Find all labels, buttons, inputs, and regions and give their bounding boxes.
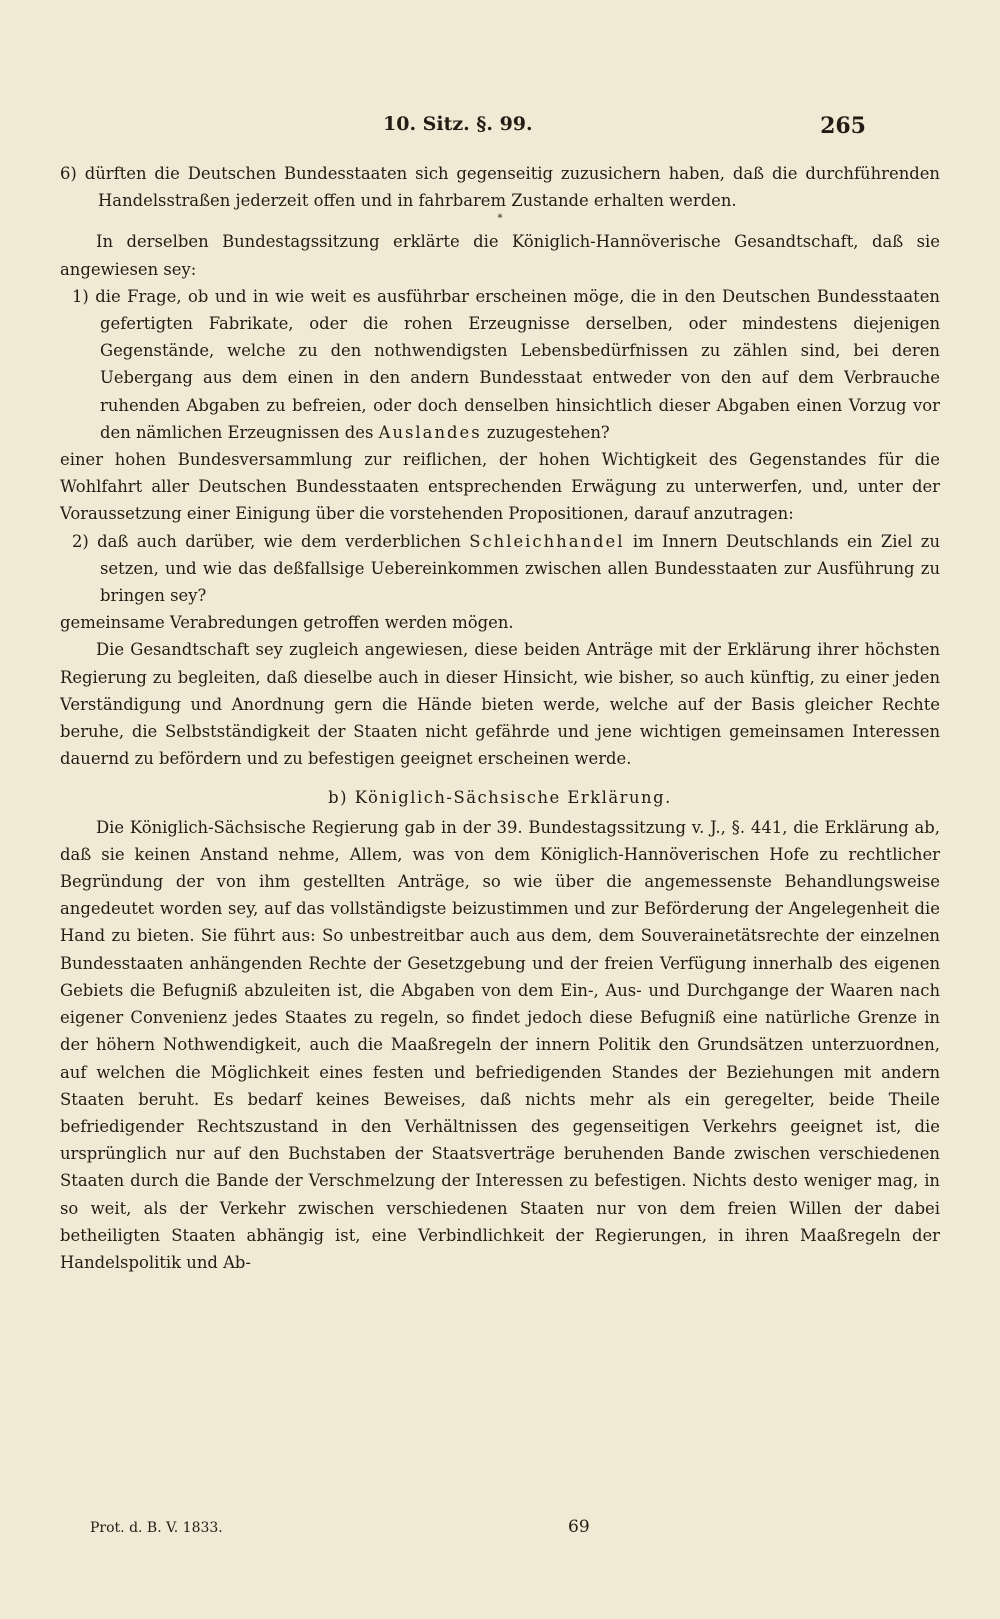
item-1-emphasis: Auslandes xyxy=(378,422,482,442)
paragraph-item-2 xyxy=(72,528,940,610)
paragraph-continuation-1: einer hohen Bundesversammlung zur reiflichen, der hohen Wichtigkeit des Gegenstandes für die Wohlfahrt aller Deutschen Bundesstaaten entsprechenden Erwägung zu unterwerfen, und, unter der Voraussetzung einer Einigung über die vorstehenden Propositionen, darauf anzutragen: xyxy=(60,450,940,524)
page-header xyxy=(0,113,1000,143)
paragraph-intro: In derselben Bundestagssitzung erklärte die Königlich-Hannöverische Gesandtschaft, daß sie angewiesen sey: xyxy=(60,232,940,279)
footer-reference: Prot. d. B. V. 1833. xyxy=(90,1520,223,1536)
item-1-end: zuzugestehen? xyxy=(486,422,610,442)
item-1-text: 1) die Frage, ob und in wie weit es ausführbar erscheinen möge, die in den Deutschen Bundesstaaten gefertigten Fabrikate, oder die rohen Erzeugnisse derselben, oder mindestens diejenigen Gegenstände, welche zu den nothwendigsten Lebensbedürfnissen zu zählen sind, bei deren Uebergang aus dem einen in den andern Bundesstaat entweder von den auf dem Verbrauche ruhenden Abgaben zu befreien, oder doch denselben hinsichtlich dieser Abgaben einen Vorzug vor den nämlichen Erzeugnissen des xyxy=(72,286,940,442)
page-footer xyxy=(90,1517,910,1544)
running-head: 10. Sitz. §. 99. xyxy=(383,113,533,135)
paragraph-item-1 xyxy=(72,283,940,446)
section-heading: b) Königlich-Sächsische Erklärung. xyxy=(328,788,672,808)
item-2-text: 2) daß auch darüber, wie dem verderblichen xyxy=(72,531,461,551)
paragraph-continuation-2: gemeinsame Verabredungen getroffen werden mögen. xyxy=(60,613,514,633)
item-2-end: im Innern Deutschlands ein Ziel zu setzen, und wie das deßfallsige Uebereinkommen zwischen allen Bundesstaaten zur Ausführung zu bringen sey? xyxy=(100,531,940,606)
paragraph-saechsisch: Die Königlich-Sächsische Regierung gab in der 39. Bundestagssitzung v. J., §. 441, die Erklärung ab, daß sie keinen Anstand nehme, Allem, was von dem Königlich-Hannöverischen Hofe zu rechtlicher Begründung der von ihm gestellten Anträge, so wie über die angemessenste Behandlungsweise angedeutet worden sey, auf das vollständigste beizustimmen und zur Beförderung der Angelegenheit die Hand zu bieten. Sie führt aus: So unbestreitbar auch aus dem, dem Souverainetätsrechte der einzelnen Bundesstaaten anhängenden Rechte der Gesetzgebung und der freien Verfügung innerhalb des eigenen Gebiets die Befugniß abzuleiten ist, die Abgaben von dem Ein-, Aus- und Durchgange der Waaren nach eigener Convenienz jedes Staates zu regeln, so findet jedoch diese Befugniß eine natürliche Grenze in der höhern Nothwendigkeit, auch die Maaßregeln der innern Politik den Grundsätzen unterzuordnen, auf welchen die Möglichkeit eines festen und befriedigenden Standes der Beziehungen mit andern Staaten beruht. Es bedarf keines Beweises, daß nichts mehr als ein geregelter, beide Theile befriedigender Rechtszustand in den Verhältnissen des gegenseitigen Verkehrs geeignet ist, die ursprünglich nur auf den Buchstaben der Staatsverträge beruhenden Bande zwischen verschiedenen Staaten durch die Bande der Verschmelzung der Interessen zu befestigen. Nichts desto weniger mag, in so weit, als der Verkehr zwischen verschiedenen Staaten nur von dem freien Willen der dabei betheiligten Staaten abhängig ist, eine Verbindlichkeit der Regierungen, in ihren Maaßregeln der Handelspolitik und Ab- xyxy=(60,817,940,1272)
paragraph-item-6: 6) dürften die Deutschen Bundesstaaten sich gegenseitig zuzusichern haben, daß die durchführenden Handelsstraßen jederzeit offen und in fahrbarem Zustande erhalten werden. xyxy=(60,164,940,211)
item-2-emphasis: Schleichhandel xyxy=(469,531,625,551)
page-number: 265 xyxy=(820,113,866,139)
signature-mark: 69 xyxy=(568,1517,590,1537)
separator-star: * xyxy=(497,213,503,225)
paragraph-gesandtschaft: Die Gesandtschaft sey zugleich angewiesen, diese beiden Anträge mit der Erklärung ihrer höchsten Regierung zu begleiten, daß dieselbe auch in dieser Hinsicht, wie bisher, so auch künftig, zu einer jeden Verständigung und Anordnung gern die Hände bieten werde, welche auf der Basis gleicher Rechte beruhe, die Selbstständigkeit der Staaten nicht gefährde und jene wichtigen gemeinsamen Interessen dauernd zu befördern und zu befestigen geeignet erscheinen werde. xyxy=(60,640,940,769)
body-text xyxy=(60,160,940,1276)
